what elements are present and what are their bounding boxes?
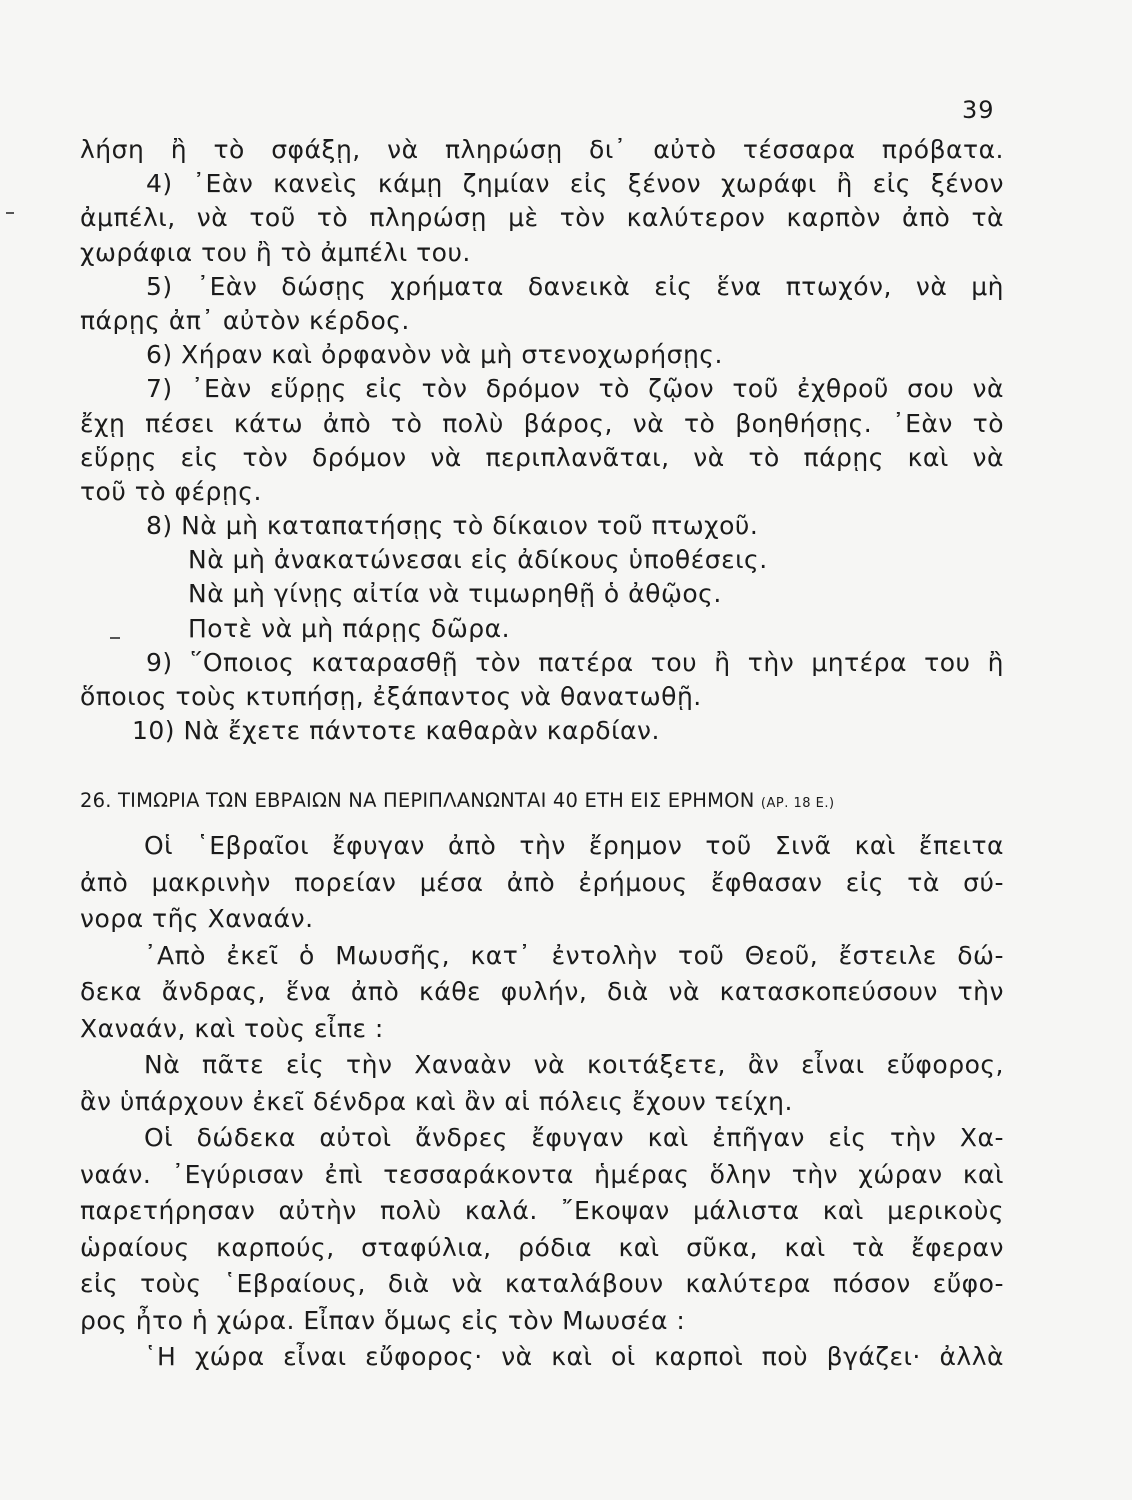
text-line: Χαναάν, καὶ τοὺς εἶπε : <box>80 1013 384 1043</box>
text-line: 7) ᾿Εὰν εὕρῃς εἰς τὸν δρόμον τὸ ζῷον τοῦ ἐχθροῦ σου νὰ <box>146 374 1004 404</box>
chapter-heading <box>80 788 1004 814</box>
text-line: πάρῃς ἀπ᾽ αὐτὸν κέρδος. <box>80 305 410 335</box>
text-line: 5) ᾿Εὰν δώσῃς χρήματα δανεικὰ εἰς ἕνα πτωχόν, νὰ μὴ <box>146 271 1004 301</box>
scan-mark <box>6 212 14 214</box>
text-line: ᾿Απὸ ἐκεῖ ὁ Μωυσῆς, κατ᾽ ἐντολὴν τοῦ Θεοῦ, ἔστειλε δώ- <box>144 940 1004 970</box>
text-line: 10) Νὰ ἔχετε πάντοτε καθαρὰν καρδίαν. <box>132 716 660 746</box>
text-line: Οἱ ῾Εβραῖοι ἔφυγαν ἀπὸ τὴν ἔρημον τοῦ Σινᾶ καὶ ἔπειτα <box>144 831 1004 861</box>
text-line: ἀμπέλι, νὰ τοῦ τὸ πληρώσῃ μὲ τὸν καλύτερον καρπὸν ἀπὸ τὰ <box>80 203 1004 233</box>
text-line: δεκα ἄνδρας, ἕνα ἀπὸ κάθε φυλήν, διὰ νὰ κατασκοπεύσουν τὴν <box>80 977 1004 1007</box>
text-line: ἀπὸ μακρινὴν πορείαν μέσα ἀπὸ ἐρήμους ἔφθασαν εἰς τὰ σύ- <box>80 867 1004 897</box>
text-line: χωράφια του ἢ τὸ ἀμπέλι του. <box>80 237 471 267</box>
text-line: ἂν ὑπάρχουν ἐκεῖ δένδρα καὶ ἂν αἱ πόλεις ἔχουν τείχη. <box>80 1086 793 1116</box>
text-line: λήση ἢ τὸ σφάξῃ, νὰ πληρώσῃ δι᾽ αὐτὸ τέσσαρα πρόβατα. <box>80 135 1004 164</box>
text-line: ναάν. ᾿Εγύρισαν ἐπὶ τεσσαράκοντα ἡμέρας ὅλην τὴν χώραν καὶ <box>80 1159 1004 1189</box>
text-line: τοῦ τὸ φέρῃς. <box>80 476 262 506</box>
text-line: νορα τῆς Χαναάν. <box>80 904 314 934</box>
text-line: ὅποιος τοὺς κτυπήσῃ, ἐξάπαντος νὰ θανατωθῇ. <box>80 682 702 711</box>
text-line: ῾Η χώρα εἶναι εὔφορος· νὰ καὶ οἱ καρποὶ ποὺ βγάζει· ἀλλὰ <box>144 1342 1004 1372</box>
text-line: ἔχῃ πέσει κάτω ἀπὸ τὸ πολὺ βάρος, νὰ τὸ βοηθήσῃς. ᾿Εὰν τὸ <box>80 408 1004 438</box>
page-number: 39 <box>962 96 995 124</box>
text-line: ρος ἦτο ἡ χώρα. Εἶπαν ὅμως εἰς τὸν Μωυσέα : <box>80 1305 686 1335</box>
text-line: εἰς τοὺς ῾Εβραίους, διὰ νὰ καταλάβουν καλύτερα πόσον εὔφο- <box>80 1269 1004 1299</box>
chapter-heading-reference: (ΑΡ. 18 Ε.) <box>760 796 835 812</box>
text-line: Νὰ μὴ γίνῃς αἰτία νὰ τιμωρηθῇ ὁ ἀθῷος. <box>188 579 722 609</box>
text-line: εὕρῃς εἰς τὸν δρόμον νὰ περιπλανᾶται, νὰ τὸ πάρῃς καὶ νὰ <box>80 442 1004 472</box>
text-line: Ποτὲ νὰ μὴ πάρῃς δῶρα. <box>188 613 511 643</box>
text-line: Οἱ δώδεκα αὐτοὶ ἄνδρες ἔφυγαν καὶ ἐπῆγαν εἰς τὴν Χα- <box>144 1123 1004 1153</box>
chapter-heading-title: 26. ΤΙΜΩΡΙΑ ΤΩΝ ΕΒΡΑΙΩΝ ΝΑ ΠΕΡΙΠΛΑΝΩΝΤΑΙ 40 ΕΤΗ ΕΙΣ ΕΡΗΜΟΝ <box>80 789 755 813</box>
commandments-section <box>80 133 1004 748</box>
text-line: 9) ῞Οποιος καταρασθῇ τὸν πατέρα του ἢ τὴν μητέρα του ἢ <box>146 647 1004 677</box>
text-line: Νὰ μὴ ἀνακατώνεσαι εἰς ἀδίκους ὑποθέσεις. <box>188 545 768 575</box>
text-line: Νὰ πᾶτε εἰς τὴν Χαναὰν νὰ κοιτάξετε, ἂν εἶναι εὔφορος, <box>144 1050 1004 1080</box>
chapter-body <box>80 828 1004 1376</box>
text-line: 6) Χήραν καὶ ὀρφανὸν νὰ μὴ στενοχωρήσῃς. <box>146 340 723 370</box>
text-line: 8) Νὰ μὴ καταπατήσῃς τὸ δίκαιον τοῦ πτωχοῦ. <box>146 511 759 541</box>
page-body <box>80 133 1004 1376</box>
text-line: ὡραίους καρπούς, σταφύλια, ρόδια καὶ σῦκα, καὶ τὰ ἔφεραν <box>80 1232 1004 1262</box>
text-line: παρετήρησαν αὐτὴν πολὺ καλά. ῎Εκοψαν μάλιστα καὶ μερικοὺς <box>80 1196 1004 1226</box>
text-line: 4) ᾿Εὰν κανεὶς κάμῃ ζημίαν εἰς ξένον χωράφι ἢ εἰς ξένον <box>146 169 1004 199</box>
